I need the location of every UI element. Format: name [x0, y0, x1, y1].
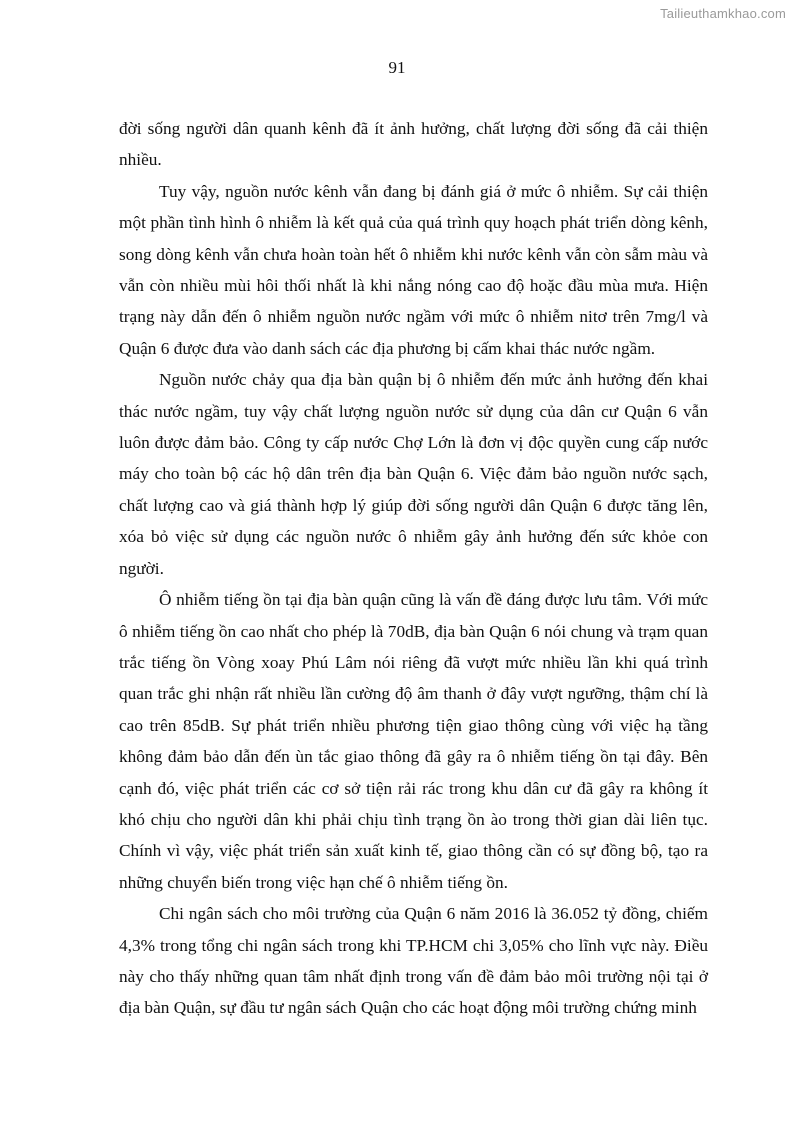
paragraph-continuation: đời sống người dân quanh kênh đã ít ảnh hưởng, chất lượng đời sống đã cải thiện nhiều.	[119, 119, 708, 170]
paragraph-water-supply: Nguồn nước chảy qua địa bàn quận bị ô nhiễm đến mức ảnh hưởng đến khai thác nước ngầm, tuy vậy chất lượng nguồn nước sử dụng của dân cư Quận 6 vẫn luôn được đảm bảo. Công ty cấp nước Chợ Lớn là đơn vị độc quyền cung cấp nước máy cho toàn bộ các hộ dân trên địa bàn Quận 6. Việc đảm bảo nguồn nước sạch, chất lượng cao và giá thành hợp lý giúp đời sống người dân Quận 6 được tăng lên, xóa bỏ việc sử dụng các nguồn nước ô nhiễm gây ảnh hưởng đến sức khỏe con người.	[119, 370, 708, 578]
page-number: 91	[388, 58, 406, 77]
paragraph-canal-pollution: Tuy vậy, nguồn nước kênh vẫn đang bị đánh giá ở mức ô nhiễm. Sự cải thiện một phần tình hình ô nhiễm là kết quả của quá trình quy hoạch phát triển dòng kênh, song dòng kênh vẫn chưa hoàn toàn hết ô nhiễm khi nước kênh vẫn còn sẫm màu và vẫn còn nhiều mùi hôi thối nhất là khi nắng nóng cao độ hoặc đầu mùa mưa. Hiện trạng này dẫn đến ô nhiễm nguồn nước ngầm với mức ô nhiễm nitơ trên 7mg/l và Quận 6 được đưa vào danh sách các địa phương bị cấm khai thác nước ngầm.	[119, 181, 708, 358]
document-body	[119, 113, 708, 1024]
watermark: Tailieuthamkhao.com	[660, 6, 786, 21]
paragraph-noise-pollution: Ô nhiễm tiếng ồn tại địa bàn quận cũng là vấn đề đáng được lưu tâm. Với mức ô nhiễm tiếng ồn cao nhất cho phép là 70dB, địa bàn Quận 6 nói chung và trạm quan trắc tiếng ồn Vòng xoay Phú Lâm nói riêng đã vượt mức nhiều lần khi quá trình quan trắc ghi nhận rất nhiều lần cường độ âm thanh ở đây vượt ngưỡng, thậm chí là cao trên 85dB. Sự phát triển nhiều phương tiện giao thông cùng với việc hạ tầng không đảm bảo dẫn đến ùn tắc giao thông đã gây ra ô nhiễm tiếng ồn tại đây. Bên cạnh đó, việc phát triển các cơ sở tiện rải rác trong khu dân cư đã gây ra không ít khó chịu cho người dân khi phải chịu tình trạng ồn ào trong thời gian dài liên tục. Chính vì vậy, việc phát triển sản xuất kinh tế, giao thông cần có sự đồng bộ, tạo ra những chuyển biến trong việc hạn chế ô nhiễm tiếng ồn.	[119, 590, 708, 892]
paragraph-environment-budget: Chi ngân sách cho môi trường của Quận 6 năm 2016 là 36.052 tỷ đồng, chiếm 4,3% trong tổng chi ngân sách trong khi TP.HCM chi 3,05% cho lĩnh vực này. Điều này cho thấy những quan tâm nhất định trong vấn đề đảm bảo môi trường nội tại ở địa bàn Quận, sự đầu tư ngân sách Quận cho các hoạt động môi trường chứng minh	[119, 904, 708, 1018]
